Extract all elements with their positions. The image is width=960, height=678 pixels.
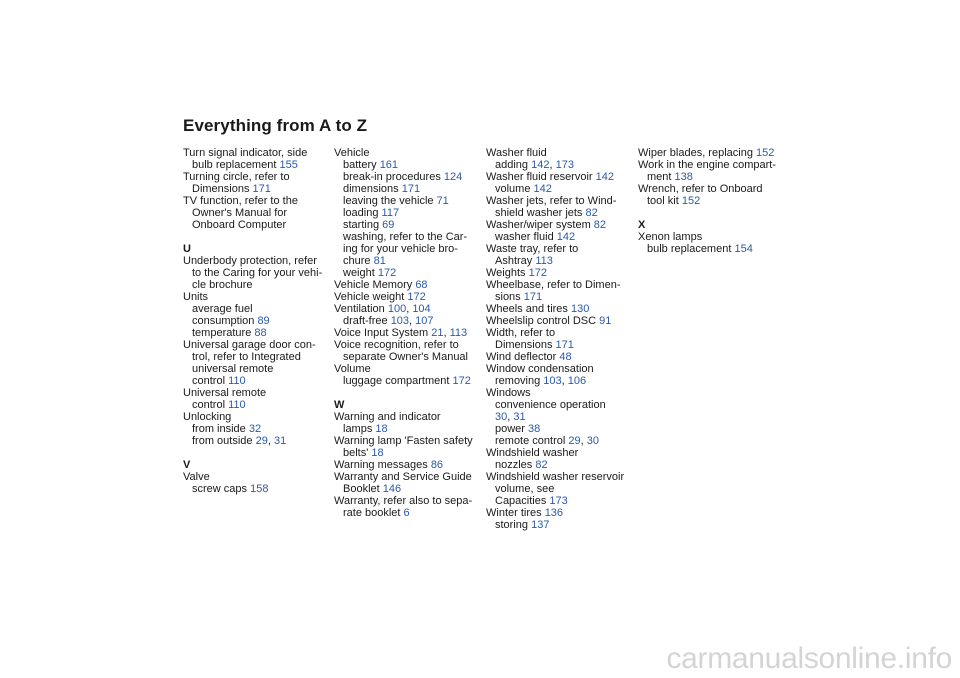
page-number-link[interactable]: 29 [255,435,268,447]
page-number-link[interactable]: 136 [544,507,564,519]
index-letter-heading [183,459,333,471]
page-number-link[interactable]: 71 [436,195,449,207]
index-entry [486,231,636,243]
index-entry-text: TV function, refer to the [183,195,298,207]
index-column-3 [486,147,636,531]
page-number-link[interactable]: 82 [535,459,548,471]
index-entry-text: chure [343,255,374,267]
index-entry-text: volume [495,183,534,195]
index-entry [183,315,333,327]
index-entry-text: luggage compartment [343,375,453,387]
index-entry [334,387,484,399]
page-number-link[interactable]: 107 [415,315,434,327]
page-number-link[interactable]: 152 [681,195,701,207]
index-entry-text: Warranty, refer also to sepa- [334,495,473,507]
page-number-link[interactable]: 171 [555,339,574,351]
index-entry-text: Valve [183,471,210,483]
index-entry-text: Ashtray [495,255,536,267]
index-entry [486,171,636,183]
index-entry-text: Turn signal indicator, side [183,147,308,159]
index-entry-text: Windshield washer [486,447,579,459]
index-entry [486,303,636,315]
page-number-link[interactable]: 69 [382,219,395,231]
index-entry-text: convenience operation [495,399,606,411]
page-number-link[interactable]: 30 [495,411,508,423]
index-entry: Ventilation 100, 104 [334,303,431,315]
index-entry-text: Voice recognition, refer to [334,339,459,351]
page-number-link[interactable]: 21 [431,327,444,339]
index-entry: draft-free 103, 107 [343,315,434,327]
index-entry-text: Universal remote [183,387,267,399]
index-entry [183,483,333,495]
index-entry-text: Wheelslip control DSC [486,315,600,327]
index-entry-text: Xenon lamps [638,231,703,243]
index-entry-text: loading [343,207,382,219]
index-entry-text: volume, see [495,483,555,495]
index-entry [183,207,333,219]
index-entry-text: Capacities [495,495,550,507]
page-number-link[interactable]: 158 [250,483,269,495]
index-entry-text: remote control [495,435,569,447]
index-entry [183,375,333,387]
index-entry [334,411,484,423]
page-number-link[interactable]: 113 [449,327,468,339]
index-entry-text: V [183,459,191,471]
index-entry [486,291,636,303]
index-entry [183,159,333,171]
index-entry-text: Weights [486,267,529,279]
index-entry [486,447,636,459]
index-entry-text: to the Caring for your vehi- [192,267,323,279]
page-number-link[interactable]: 124 [443,171,463,183]
index-entry-text: adding [495,159,532,171]
index-entry [183,183,333,195]
index-entry [486,339,636,351]
index-entry-text: belts' [343,447,372,459]
index-entry [183,471,333,483]
index-entry-text: Wrench, refer to Onboard [638,183,763,195]
index-entry: Voice Input System 21, 113 [334,327,468,339]
page-number-link[interactable]: 104 [412,303,431,315]
page-number-link[interactable]: 89 [257,315,270,327]
index-entry-text: temperature [192,327,255,339]
index-entry [486,207,636,219]
index-entry [334,375,484,387]
page-number-link[interactable]: 110 [228,399,246,411]
index-entry-text: Dimensions [192,183,253,195]
page-number-link[interactable]: 32 [248,423,262,435]
index-entry-text: weight [343,267,378,279]
index-entry-text: leaving the vehicle [343,195,437,207]
index-entry [486,279,636,291]
index-entry [486,255,636,267]
index-entry [486,483,636,495]
index-entry-text: control [192,375,229,387]
index-entry-text: U [183,243,191,255]
index-entry [486,195,636,207]
watermark: carmanualsonline.info [666,642,952,675]
index-entry [334,207,484,219]
index-entry [638,195,788,207]
index-entry [183,171,333,183]
index-entry [334,483,484,495]
index-column-1 [183,147,333,495]
index-entry [486,147,636,159]
index-entry-text: Ventilation [334,303,388,315]
index-entry [334,495,484,507]
page-number-link[interactable]: 146 [382,483,402,495]
page-number-link[interactable]: 48 [559,351,572,363]
index-entry [334,279,484,291]
index-entry-text: Width, refer to [486,327,556,339]
index-entry [486,507,636,519]
index-entry: removing 103, 106 [495,375,587,387]
index-entry [486,471,636,483]
index-entry [334,507,484,519]
page-number-link[interactable]: 173 [549,495,568,507]
index-entry [638,159,788,171]
index-entry [183,231,333,243]
index-entry [638,207,788,219]
index-entry-text: Vehicle Memory [334,279,416,291]
index-entry [334,471,484,483]
index-entry-text: Owner's Manual for [192,207,288,219]
index-entry [486,459,636,471]
index-entry-text: separate Owner's Manual [343,351,468,363]
page-number-link[interactable]: 103 [543,375,562,387]
index-entry [183,387,333,399]
index-entry-text: Underbody protection, refer [183,255,317,267]
index-entry-text: Washer jets, refer to Wind- [486,195,617,207]
index-letter-heading [334,399,484,411]
index-entry [183,267,333,279]
page-number-link[interactable]: 172 [407,291,426,303]
page-number-link[interactable]: 110 [228,375,246,387]
index-entry-text: ment [647,171,675,183]
index-entry-text: washer fluid [495,231,557,243]
index-entry-text: Wheelbase, refer to Dimen- [486,279,621,291]
index-entry-text: Booklet [343,483,383,495]
index-entry [334,447,484,459]
page-number-link[interactable]: 142 [533,183,552,195]
page-number-link[interactable]: 18 [371,447,384,459]
index-entry [334,267,484,279]
index-entry [183,219,333,231]
page-number-link[interactable]: 91 [599,315,612,327]
page-number-link[interactable]: 82 [593,219,607,231]
index-entry [334,195,484,207]
index-entry-text: Voice Input System [334,327,432,339]
index-entry [183,327,333,339]
index-entry-text: consumption [192,315,258,327]
index-entry-text: ing for your vehicle bro- [343,243,458,255]
index-entry-text: storing [495,519,532,531]
index-entry-text: Work in the engine compart- [638,159,776,171]
index-entry [334,243,484,255]
index-entry [486,387,636,399]
index-entry-text: Washer fluid [486,147,547,159]
index-entry-text: lamps [343,423,376,435]
index-entry [334,219,484,231]
index-entry-text: rate booklet [343,507,404,519]
index-entry [486,351,636,363]
index-entry [334,183,484,195]
index-entry [183,411,333,423]
index-entry-text: shield washer jets [495,207,586,219]
page-number-link[interactable]: 106 [567,375,587,387]
page-number-link[interactable]: 171 [252,183,271,195]
index-entry-text: W [334,399,345,411]
page-number-link[interactable]: 171 [401,183,421,195]
page-number-link[interactable]: 18 [375,423,388,435]
index-entry [183,255,333,267]
page-number-link[interactable]: 138 [674,171,693,183]
index-entry [334,171,484,183]
index-entry-text: Universal garage door con- [183,339,316,351]
index-entry-text: Warning lamp 'Fasten safety [334,435,473,447]
page-number-link[interactable]: 86 [430,459,444,471]
index-entry [183,147,333,159]
index-column-4 [638,147,788,255]
index-entry-text: sions [495,291,524,303]
index-entry: 30, 31 [495,411,526,423]
index-entry: adding 142, 173 [495,159,574,171]
index-entry [334,351,484,363]
index-entry [638,183,788,195]
page-number-link[interactable]: 152 [756,147,775,159]
page-number-link[interactable]: 103 [390,315,410,327]
index-entry: from outside 29, 31 [192,435,287,447]
page-number-link[interactable]: 142 [531,159,550,171]
index-entry-text: Wiper blades, replacing [638,147,757,159]
index-entry-text: Dimensions [495,339,556,351]
index-entry [638,243,788,255]
index-entry [334,423,484,435]
index-entry-text: bulb replacement [647,243,735,255]
index-entry [638,231,788,243]
index-entry-text: Windows [486,387,531,399]
page-number-link[interactable]: 142 [556,231,576,243]
index-entry [183,399,333,411]
index-entry-text: Wheels and tires [486,303,571,315]
index-entry-text: removing [495,375,544,387]
index-entry [486,363,636,375]
page-number-link[interactable]: 172 [377,267,397,279]
page-number-link[interactable]: 142 [595,171,614,183]
index-entry-text: Vehicle [334,147,370,159]
index-entry-text: Winter tires [486,507,545,519]
index-entry-text: bulb replacement [192,159,280,171]
index-entry-text: trol, refer to Integrated [192,351,301,363]
index-entry [638,171,788,183]
index-entry [486,327,636,339]
index-entry [334,339,484,351]
index-entry-text: cle brochure [192,279,253,291]
index-entry [183,303,333,315]
index-entry [183,363,333,375]
index-entry [486,219,636,231]
index-entry-text: Turning circle, refer to [183,171,290,183]
index-entry [183,291,333,303]
index-entry-text: break-in procedures [343,171,444,183]
index-entry-text: screw caps [192,483,251,495]
page-number-link[interactable]: 172 [452,375,471,387]
index-entry: remote control 29, 30 [495,435,599,447]
index-entry-text: Vehicle weight [334,291,408,303]
index-entry [486,423,636,435]
index-entry-text: Window condensation [486,363,594,375]
index-entry [183,339,333,351]
index-entry [486,519,636,531]
page-number-link[interactable]: 30 [586,435,599,447]
page-number-link[interactable]: 6 [403,507,410,519]
page-title: Everything from A to Z [183,116,368,135]
page-number-link[interactable]: 81 [373,255,386,267]
page-number-link[interactable]: 100 [387,303,407,315]
index-entry-text: Wind deflector [486,351,560,363]
page-number-link[interactable]: 113 [535,255,553,267]
page-number-link[interactable]: 68 [415,279,428,291]
page-number-link[interactable]: 29 [568,435,581,447]
index-entry [183,447,333,459]
index-entry-text: Warranty and Service Guide [334,471,472,483]
page-number-link[interactable]: 31 [513,411,526,423]
page-number-link[interactable]: 173 [555,159,574,171]
index-entry-text: draft-free [343,315,391,327]
index-entry [183,423,333,435]
page-number-link[interactable]: 172 [528,267,547,279]
index-entry-text: universal remote [192,363,274,375]
index-entry-text: starting [343,219,383,231]
index-entry [334,255,484,267]
index-entry [183,195,333,207]
index-letter-heading [638,219,788,231]
page-number-link[interactable]: 88 [254,327,267,339]
page-number-link[interactable]: 31 [273,435,287,447]
index-entry-text: Windshield washer reservoir [486,471,625,483]
index-entry [334,231,484,243]
index-entry-text: Unlocking [183,411,232,423]
index-entry-text: Washer/wiper system [486,219,594,231]
index-entry-text: Volume [334,363,371,375]
index-entry [486,495,636,507]
index-entry-text: Units [183,291,209,303]
page-number-link[interactable]: 117 [381,207,400,219]
index-entry [486,243,636,255]
index-entry-text: Warning messages [334,459,431,471]
index-entry-text: Waste tray, refer to [486,243,579,255]
index-entry-text: battery [343,159,380,171]
index-entry-text: washing, refer to the Car- [343,231,468,243]
page-number-link[interactable]: 38 [528,423,541,435]
index-entry-text: power [495,423,529,435]
index-entry [183,279,333,291]
index-entry [334,147,484,159]
page-number-link[interactable]: 82 [585,207,598,219]
index-entry [638,147,788,159]
index-entry [183,351,333,363]
index-entry-text: tool kit [647,195,682,207]
index-entry-text: Washer fluid reservoir [486,171,596,183]
index-entry-text: average fuel [192,303,253,315]
index-entry [486,315,636,327]
index-entry-text: from inside [192,423,249,435]
page-number-link[interactable]: 171 [523,291,543,303]
index-entry-text: nozzles [495,459,536,471]
index-entry [334,159,484,171]
page-number-link[interactable]: 137 [531,519,550,531]
index-entry-text: from outside [192,435,256,447]
index-letter-heading [183,243,333,255]
index-entry-text: dimensions [343,183,402,195]
page-number-link[interactable]: 154 [734,243,753,255]
index-entry-text: control [192,399,229,411]
index-entry-text: Warning and indicator [334,411,441,423]
index-column-2 [334,147,484,519]
index-entry [334,459,484,471]
page-number-link[interactable]: 130 [570,303,590,315]
index-entry [334,435,484,447]
index-entry [334,291,484,303]
index-entry [486,183,636,195]
index-entry [334,363,484,375]
index-entry [486,399,636,411]
index-entry-text: Onboard Computer [192,219,287,231]
index-entry-text: X [638,219,646,231]
index-entry [486,267,636,279]
page-number-link[interactable]: 155 [279,159,298,171]
page-number-link[interactable]: 161 [379,159,399,171]
